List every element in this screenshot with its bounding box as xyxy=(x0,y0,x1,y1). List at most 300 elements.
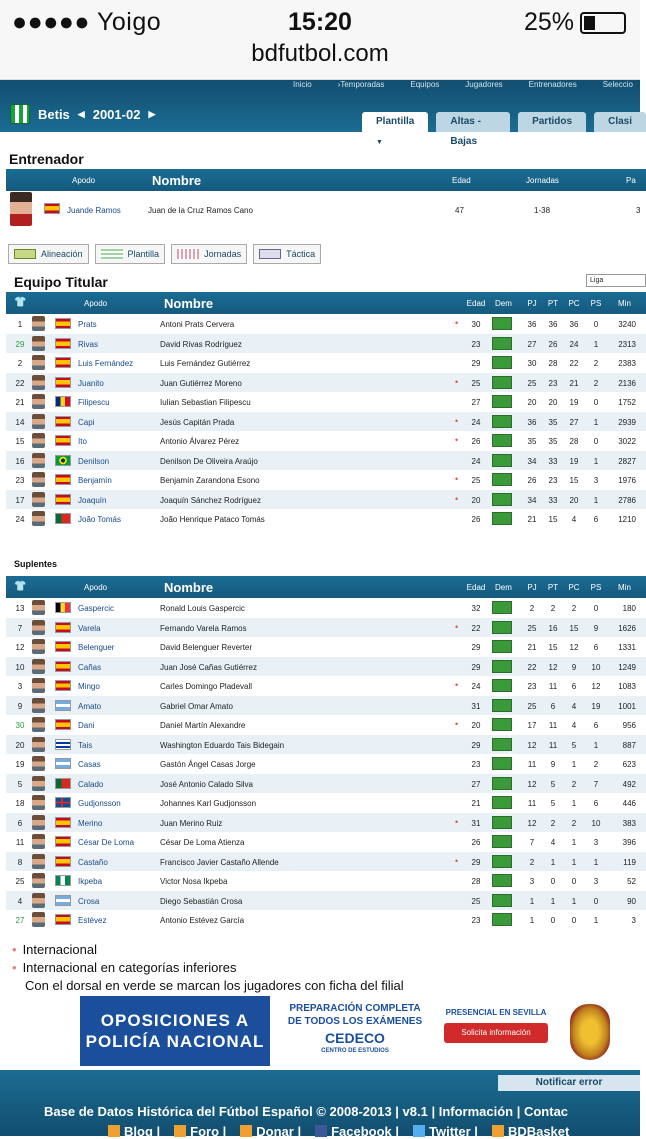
pj: 1 xyxy=(529,916,535,925)
flag-icon xyxy=(55,435,71,446)
ps: 19 xyxy=(591,701,601,711)
table-row xyxy=(6,392,646,412)
col-pa: Pa xyxy=(626,176,636,185)
player-nombre: Denilson De Oliveira Araújo xyxy=(160,456,258,466)
player-apodo[interactable]: Crosa xyxy=(78,896,100,906)
player-apodo[interactable]: Denilson xyxy=(78,456,110,466)
prev-season-icon[interactable]: ◀ xyxy=(77,108,85,119)
flag-icon xyxy=(55,455,71,466)
edad: 25 xyxy=(471,378,481,388)
ps: 1 xyxy=(593,857,599,867)
dorsal: 30 xyxy=(15,721,25,730)
dorsal: 24 xyxy=(15,515,25,524)
player-apodo[interactable]: Ikpeba xyxy=(78,877,103,886)
dorsal: 13 xyxy=(15,604,25,613)
coach-pa: 3 xyxy=(636,206,641,215)
player-apodo[interactable]: Merino xyxy=(78,818,103,828)
pj: 2 xyxy=(529,604,535,613)
ad-sevilla[interactable]: PRESENCIAL EN SEVILLA Solicita información xyxy=(440,996,552,1066)
table-row xyxy=(6,412,646,432)
nav-temporadas[interactable]: ›Temporadas xyxy=(337,80,385,89)
dorsal: 12 xyxy=(15,643,25,652)
table-row xyxy=(6,676,646,696)
twitter-link[interactable]: Twitter | xyxy=(413,1124,478,1139)
demarcation-icon xyxy=(492,434,512,447)
player-nombre: Juan Gutiérrez Moreno xyxy=(160,378,242,388)
international-icon: • xyxy=(455,855,459,866)
demarcation-icon xyxy=(492,621,512,634)
flag-icon xyxy=(55,396,71,407)
ps: 1 xyxy=(593,417,599,427)
dorsal: 19 xyxy=(15,760,25,769)
ad-cedeco[interactable]: PREPARACIÓN COMPLETA DE TODOS LOS EXÁMENES CEDECO CENTRO DE ESTUDIOS xyxy=(287,1003,423,1054)
pt: 0 xyxy=(550,916,556,925)
player-photo xyxy=(32,433,45,448)
demarcation-icon xyxy=(492,660,512,673)
player-nombre: Gastón Ángel Casas Jorge xyxy=(160,760,256,769)
edad: 23 xyxy=(471,339,481,349)
minutes: 1083 xyxy=(618,682,636,691)
flag-icon xyxy=(55,680,71,691)
demarcation-icon xyxy=(492,679,512,692)
table-row xyxy=(6,598,646,618)
player-nombre: Ronald Louis Gaspercic xyxy=(160,604,245,613)
pc: 20 xyxy=(569,495,579,505)
flag-icon xyxy=(55,817,71,828)
pt: 11 xyxy=(548,721,558,730)
player-photo xyxy=(32,375,45,390)
ps: 12 xyxy=(591,682,601,691)
bdbasket-link[interactable]: BDBasket xyxy=(492,1124,569,1139)
site-footer xyxy=(0,1070,640,1139)
demarcation-icon xyxy=(492,855,512,868)
player-apodo[interactable]: Casas xyxy=(78,760,101,769)
ps: 2 xyxy=(593,760,599,769)
player-apodo[interactable]: Amato xyxy=(78,701,102,711)
player-photo xyxy=(32,472,45,487)
pj: 27 xyxy=(527,339,537,349)
table-row xyxy=(6,490,646,510)
ps: 3 xyxy=(593,877,599,886)
dorsal: 10 xyxy=(15,662,25,672)
edad: 29 xyxy=(471,740,481,750)
pc: 5 xyxy=(571,740,577,750)
dorsal: 14 xyxy=(15,417,25,427)
minutes: 1249 xyxy=(618,662,636,672)
player-nombre: Jesús Capitán Prada xyxy=(160,417,235,427)
pt: 2 xyxy=(550,604,556,613)
player-apodo[interactable]: Estévez xyxy=(78,916,107,925)
demarcation-icon xyxy=(492,718,512,731)
player-apodo[interactable]: Filipescu xyxy=(78,398,110,407)
pc: 4 xyxy=(571,721,577,730)
player-apodo[interactable]: Joaquín xyxy=(78,495,107,505)
flag-icon xyxy=(55,778,71,789)
pc: 28 xyxy=(569,437,579,446)
player-nombre: David Rivas Rodríguez xyxy=(160,339,242,349)
tabs xyxy=(362,112,646,147)
player-nombre: Benjamín Zarandona Esono xyxy=(160,476,260,485)
player-apodo[interactable]: Gaspercic xyxy=(78,604,115,613)
flag-icon xyxy=(55,513,71,524)
player-apodo[interactable]: Rivas xyxy=(78,339,99,349)
view-tactica-button[interactable]: Táctica xyxy=(253,244,321,264)
flag-icon xyxy=(55,416,71,427)
player-apodo[interactable]: Juanito xyxy=(78,378,104,388)
nav-selecciones[interactable]: Seleccio xyxy=(602,80,633,89)
player-apodo[interactable]: Belenguer xyxy=(78,643,115,652)
flag-icon xyxy=(55,377,71,388)
player-apodo[interactable]: Varela xyxy=(78,623,101,633)
player-photo xyxy=(32,511,45,526)
table-row xyxy=(6,891,646,911)
dorsal: 3 xyxy=(17,682,23,691)
minutes: 3 xyxy=(631,916,636,925)
pt: 5 xyxy=(550,779,556,789)
pt: 1 xyxy=(550,857,556,867)
table-row xyxy=(6,832,646,852)
pj: 12 xyxy=(527,740,537,750)
pj: 35 xyxy=(527,437,537,446)
dorsal: 2 xyxy=(17,359,23,368)
footer-copyright: Base de Datos Histórica del Fútbol Español © 2008-2013 | v8.1 | Información | Contac xyxy=(44,1104,569,1119)
dorsal: 1 xyxy=(17,320,23,329)
player-apodo[interactable]: Dani xyxy=(78,721,95,730)
ps: 0 xyxy=(593,604,599,613)
pc: 19 xyxy=(569,456,579,466)
dorsal: 20 xyxy=(15,740,25,750)
player-nombre: Francisco Javier Castaño Allende xyxy=(160,857,279,867)
player-photo xyxy=(32,795,45,810)
flag-icon xyxy=(55,758,71,769)
player-photo xyxy=(32,854,45,869)
player-nombre: Fernando Varela Ramos xyxy=(160,623,247,633)
dorsal: 7 xyxy=(17,623,23,633)
pc: 2 xyxy=(571,818,577,828)
player-photo xyxy=(32,659,45,674)
edad: 20 xyxy=(471,495,481,505)
shirt-icon: 👕 xyxy=(14,581,27,592)
table-row xyxy=(6,618,646,638)
edad: 29 xyxy=(471,857,481,867)
carrier: ●●●●● Yoigo xyxy=(12,8,162,36)
blog-link[interactable]: Blog | xyxy=(108,1124,160,1139)
minutes: 1626 xyxy=(618,623,636,633)
ps: 1 xyxy=(593,456,599,466)
dorsal: 6 xyxy=(17,818,23,828)
field-icon xyxy=(14,249,36,259)
table-row xyxy=(6,852,646,872)
view-buttons xyxy=(8,244,321,264)
edad: 21 xyxy=(471,799,481,808)
player-apodo[interactable]: Calado xyxy=(78,779,104,789)
pc: 2 xyxy=(571,779,577,789)
coach-table-header xyxy=(6,169,646,191)
player-photo xyxy=(32,756,45,771)
demarcation-icon xyxy=(492,337,512,350)
flag-icon xyxy=(55,895,71,906)
edad: 24 xyxy=(471,456,481,466)
ps: 0 xyxy=(593,896,599,906)
demarcation-icon xyxy=(492,738,512,751)
demarcation-icon xyxy=(492,640,512,653)
player-nombre: João Henrique Pataco Tomás xyxy=(160,515,265,524)
minutes: 2827 xyxy=(618,456,636,466)
player-apodo[interactable]: Capi xyxy=(78,417,95,427)
player-nombre: José Antonio Calado Silva xyxy=(160,779,253,789)
pj: 26 xyxy=(527,476,537,485)
pj: 36 xyxy=(527,417,537,427)
ps: 2 xyxy=(593,359,599,368)
edad: 29 xyxy=(471,643,481,652)
nav-entrenadores[interactable]: Entrenadores xyxy=(528,80,577,89)
battery-icon xyxy=(580,12,626,34)
pt: 2 xyxy=(550,818,556,828)
player-photo xyxy=(32,776,45,791)
table-row xyxy=(6,470,646,490)
player-nombre: Luis Fernández Gutiérrez xyxy=(160,359,251,368)
player-photo xyxy=(32,355,45,370)
pj: 36 xyxy=(527,320,537,329)
pc: 21 xyxy=(569,378,579,388)
minutes: 396 xyxy=(622,838,636,847)
battery: 25% xyxy=(524,8,626,37)
player-photo xyxy=(32,639,45,654)
table-row xyxy=(6,871,646,891)
flag-icon xyxy=(55,700,71,711)
demarcation-icon xyxy=(492,356,512,369)
dorsal: 8 xyxy=(17,857,23,867)
pt: 6 xyxy=(550,701,556,711)
basket-icon xyxy=(492,1125,504,1137)
top-nav xyxy=(293,80,633,92)
pj: 30 xyxy=(527,359,537,368)
table-row xyxy=(6,451,646,471)
minutes: 956 xyxy=(622,721,636,730)
dorsal: 16 xyxy=(15,456,25,466)
foro-link[interactable]: Foro | xyxy=(174,1124,226,1139)
pt: 20 xyxy=(548,398,558,407)
player-photo xyxy=(32,316,45,331)
tab-altas-bajas[interactable]: Altas - Bajas xyxy=(436,112,510,132)
pt: 36 xyxy=(548,320,558,329)
player-apodo[interactable]: Cañas xyxy=(78,662,102,672)
legend-filial: Con el dorsal en verde se marcan los jugadores con ficha del filial xyxy=(25,978,404,993)
team-crest-icon xyxy=(10,104,30,124)
player-apodo[interactable]: Luis Fernández xyxy=(78,359,134,368)
player-nombre: Joaquín Sánchez Rodríguez xyxy=(160,495,261,505)
col-edad: Edad xyxy=(452,176,471,185)
titular-table-header: 👕 Apodo Nombre Edad Dem PJ PT PC PS Min xyxy=(6,292,646,314)
pt: 5 xyxy=(550,799,556,808)
table-row xyxy=(6,735,646,755)
pj: 3 xyxy=(529,877,535,886)
edad: 29 xyxy=(471,359,481,368)
ps: 1 xyxy=(593,740,599,750)
chevron-down-icon: ▼ xyxy=(376,139,383,146)
ps: 10 xyxy=(591,662,601,672)
pj: 22 xyxy=(527,662,537,672)
donar-link[interactable]: Donar | xyxy=(240,1124,301,1139)
nav-equipos[interactable]: Equipos xyxy=(410,80,440,89)
pj: 11 xyxy=(527,760,537,769)
next-season-icon[interactable]: ▶ xyxy=(148,108,156,119)
team-name[interactable]: Betis xyxy=(38,106,70,122)
pc: 4 xyxy=(571,515,577,524)
pj: 21 xyxy=(527,643,537,652)
international-icon: • xyxy=(455,816,459,827)
table-row xyxy=(6,696,646,716)
pt: 35 xyxy=(548,417,558,427)
dorsal: 4 xyxy=(17,896,23,906)
player-nombre: Antoni Prats Cervera xyxy=(160,320,235,329)
demarcation-icon xyxy=(492,874,512,887)
edad: 28 xyxy=(471,877,481,886)
notify-error-button[interactable]: Notificar error xyxy=(498,1075,640,1091)
demarcation-icon xyxy=(492,796,512,809)
url-bar[interactable]: bdfutbol.com xyxy=(251,40,389,67)
ps: 1 xyxy=(593,916,599,925)
player-photo xyxy=(32,394,45,409)
pj: 1 xyxy=(529,896,535,906)
ad-policia[interactable]: OPOSICIONES A POLICÍA NACIONAL xyxy=(80,996,270,1066)
solicita-button[interactable]: Solicita información xyxy=(444,1023,548,1043)
pt: 11 xyxy=(548,740,558,750)
demarcation-icon xyxy=(492,816,512,829)
demarcation-icon xyxy=(492,512,512,525)
dorsal: 27 xyxy=(15,916,25,925)
flag-icon xyxy=(55,875,71,886)
minutes: 3240 xyxy=(618,320,636,329)
demarcation-icon xyxy=(492,699,512,712)
player-apodo[interactable]: Mingo xyxy=(78,682,100,691)
player-apodo[interactable]: Castaño xyxy=(78,857,108,867)
ps: 6 xyxy=(593,643,599,652)
flag-icon xyxy=(55,641,71,652)
competition-select[interactable]: Liga xyxy=(586,274,646,287)
table-row xyxy=(6,793,646,813)
pc: 4 xyxy=(571,701,577,711)
police-badge-icon xyxy=(566,996,616,1066)
player-apodo[interactable]: Prats xyxy=(78,320,97,329)
ps: 6 xyxy=(593,515,599,524)
view-jornadas-button[interactable]: Jornadas xyxy=(171,244,247,264)
minutes: 446 xyxy=(622,799,636,808)
nav-inicio[interactable]: Inicio xyxy=(293,80,312,89)
dorsal: 5 xyxy=(17,779,23,789)
pt: 12 xyxy=(548,662,558,672)
edad: 31 xyxy=(471,701,481,711)
pt: 23 xyxy=(548,476,558,485)
minutes: 1331 xyxy=(618,643,636,652)
international-icon: • xyxy=(455,719,459,729)
minutes: 1210 xyxy=(618,515,636,524)
legend-inferiores: • Internacional en categorías inferiores xyxy=(12,960,237,975)
pj: 34 xyxy=(527,456,537,466)
player-photo xyxy=(32,492,45,507)
player-photo xyxy=(32,414,45,429)
view-alineacion-button[interactable]: Alineación xyxy=(8,244,89,264)
tactic-icon xyxy=(259,249,281,259)
pt: 23 xyxy=(548,378,558,388)
player-apodo[interactable]: Tais xyxy=(78,740,93,750)
flag-icon xyxy=(55,474,71,485)
table-row xyxy=(6,353,646,373)
table-row xyxy=(6,715,646,735)
edad: 26 xyxy=(471,838,481,847)
coach-apodo[interactable]: Juande Ramos xyxy=(67,206,121,215)
dorsal: 17 xyxy=(15,495,25,505)
pc: 1 xyxy=(571,857,577,867)
coach-row xyxy=(6,191,646,229)
tab-partidos[interactable]: Partidos xyxy=(518,112,586,132)
bullet-icon: • xyxy=(12,942,17,957)
tab-plantilla[interactable]: Plantilla ▼ xyxy=(362,112,428,132)
ps: 2 xyxy=(593,378,599,388)
forum-icon xyxy=(174,1125,186,1137)
nav-jugadores[interactable]: Jugadores xyxy=(465,80,503,89)
table-row xyxy=(6,774,646,794)
flag-icon xyxy=(55,318,71,329)
facebook-icon xyxy=(315,1125,327,1137)
demarcation-icon xyxy=(492,913,512,926)
view-plantilla-button[interactable]: Plantilla xyxy=(95,244,166,264)
pj: 25 xyxy=(527,623,537,633)
edad: 23 xyxy=(471,916,481,925)
international-icon: • xyxy=(455,435,459,445)
table-row xyxy=(6,813,646,833)
minutes: 119 xyxy=(623,857,636,867)
minutes: 383 xyxy=(622,818,636,828)
pj: 17 xyxy=(527,721,537,730)
pc: 12 xyxy=(569,643,579,652)
table-row xyxy=(6,334,646,354)
player-apodo[interactable]: César De Loma xyxy=(78,838,135,847)
pj: 34 xyxy=(527,495,537,505)
player-nombre: Juan José Cañas Gutiérrez xyxy=(160,662,257,672)
player-nombre: Johannes Karl Gudjonsson xyxy=(160,799,257,808)
pc: 9 xyxy=(571,662,577,672)
pc: 6 xyxy=(571,682,577,691)
table-row xyxy=(6,373,646,393)
pc: 1 xyxy=(571,799,577,808)
season[interactable]: 2001-02 xyxy=(92,106,141,122)
player-photo xyxy=(32,678,45,693)
pj: 25 xyxy=(527,701,537,711)
player-apodo[interactable]: Ito xyxy=(78,437,87,446)
minutes: 623 xyxy=(622,760,636,769)
flag-icon xyxy=(55,914,71,925)
player-apodo[interactable]: João Tomás xyxy=(78,515,121,524)
international-icon: • xyxy=(455,376,459,387)
facebook-link[interactable]: Facebook | xyxy=(315,1124,399,1139)
demarcation-icon xyxy=(492,894,512,907)
pt: 15 xyxy=(548,515,558,524)
dorsal: 23 xyxy=(15,476,25,485)
shirt-icon: 👕 xyxy=(14,297,27,308)
dorsal: 15 xyxy=(15,437,25,446)
player-apodo[interactable]: Gudjonsson xyxy=(78,799,121,808)
table-row xyxy=(6,754,646,774)
flag-icon xyxy=(55,836,71,847)
demarcation-icon xyxy=(492,454,512,467)
tab-clasificacion[interactable]: Clasi xyxy=(594,112,646,132)
grid-icon xyxy=(177,249,199,259)
demarcation-icon xyxy=(492,835,512,848)
clock: 15:20 xyxy=(288,8,352,36)
player-nombre: César De Loma Atienza xyxy=(160,838,245,847)
player-apodo[interactable]: Benjamín xyxy=(78,476,112,485)
